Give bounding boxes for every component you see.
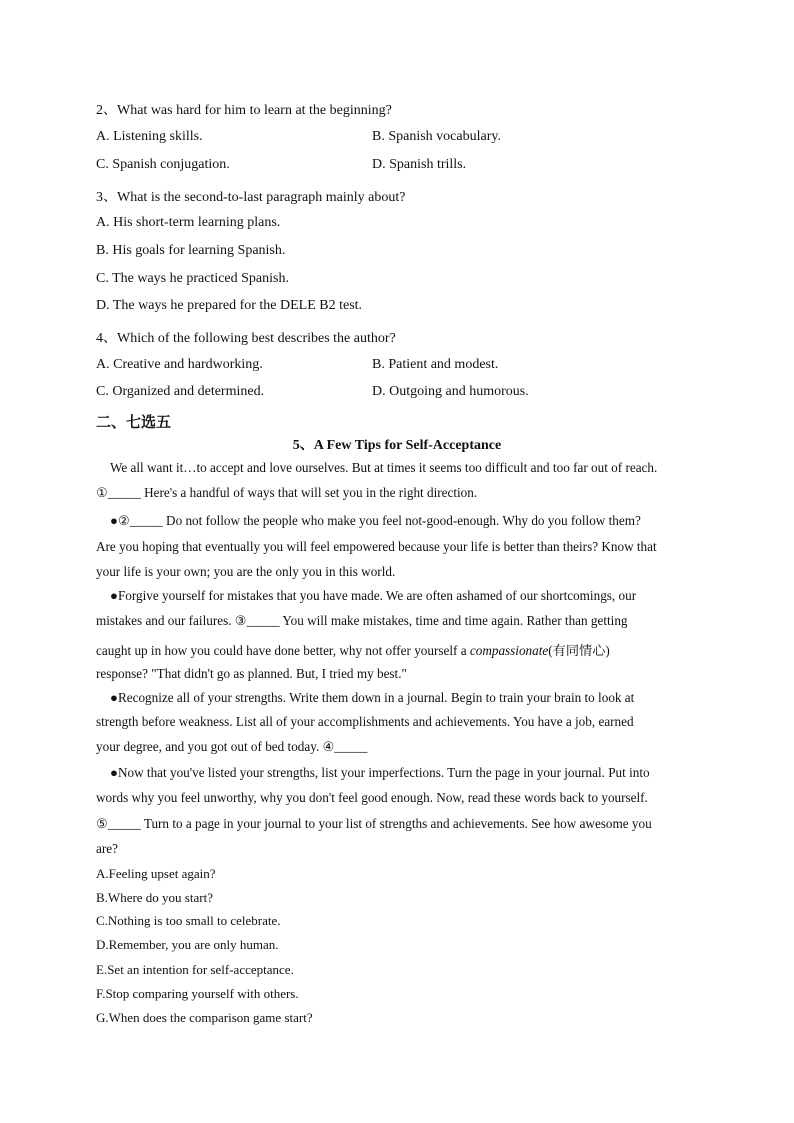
question-3-stem: 3、What is the second-to-last paragraph mainly about? (96, 190, 406, 205)
q2-option-c: C. Spanish conjugation. (96, 157, 230, 172)
q4-option-d: D. Outgoing and humorous. (372, 384, 529, 399)
passage-line: ⑤_____ Turn to a page in your journal to your list of strengths and achievements. See how awesome you (96, 816, 652, 831)
passage-line: strength before weakness. List all of your accomplishments and achievements. You have a job, earned (96, 714, 634, 729)
passage-line: ●Forgive yourself for mistakes that you have made. We are often ashamed of our shortcomings, our (110, 588, 637, 603)
q3-option-c: C. The ways he practiced Spanish. (96, 271, 289, 286)
chinese-gloss: (有同情心) (548, 643, 610, 658)
passage-line: mistakes and our failures. ③_____ You will make mistakes, time and time again. Rather than getting (96, 613, 628, 628)
passage-line: response? "That didn't go as planned. But, I tried my best." (96, 666, 407, 681)
section-heading: 二、七选五 (96, 413, 172, 431)
passage-line: your degree, and you got out of bed today. ④_____ (96, 739, 368, 754)
question-4-stem: 4、Which of the following best describes the author? (96, 331, 396, 346)
passage-title: 5、A Few Tips for Self-Acceptance (292, 438, 502, 453)
passage-line: We all want it…to accept and love ourselves. But at times it seems too difficult and too far out of reach. (110, 460, 658, 475)
passage-line: words why you feel unworthy, why you don't feel good enough. Now, read these words back to yourself. (96, 790, 648, 805)
passage-line (96, 640, 696, 659)
q4-option-b: B. Patient and modest. (372, 357, 499, 372)
passage-line: Are you hoping that eventually you will feel empowered because your life is better than theirs? Know that (96, 539, 657, 554)
passage-line: ①_____ Here's a handful of ways that will set you in the right direction. (96, 485, 478, 500)
q3-option-a: A. His short-term learning plans. (96, 215, 281, 230)
question-2-stem: 2、What was hard for him to learn at the beginning? (96, 103, 392, 118)
choice-d: D.Remember, you are only human. (96, 937, 279, 952)
choice-a: A.Feeling upset again? (96, 866, 216, 881)
choice-e: E.Set an intention for self-acceptance. (96, 962, 294, 977)
choice-c: C.Nothing is too small to celebrate. (96, 913, 281, 928)
choice-b: B.Where do you start? (96, 890, 213, 905)
q2-option-b: B. Spanish vocabulary. (372, 129, 501, 144)
passage-line: ●Now that you've listed your strengths, list your imperfections. Turn the page in your journal. Put into (110, 765, 650, 780)
q3-option-d: D. The ways he prepared for the DELE B2 test. (96, 298, 363, 313)
q2-option-a: A. Listening skills. (96, 129, 203, 144)
passage-line: are? (96, 841, 118, 856)
choice-f: F.Stop comparing yourself with others. (96, 986, 299, 1001)
passage-line: your life is your own; you are the only you in this world. (96, 564, 396, 579)
q4-option-a: A. Creative and hardworking. (96, 357, 263, 372)
q2-option-d: D. Spanish trills. (372, 157, 467, 172)
q4-option-c: C. Organized and determined. (96, 384, 265, 399)
passage-line-text: caught up in how you could have done better, why not offer yourself a (96, 643, 470, 658)
choice-g: G.When does the comparison game start? (96, 1010, 313, 1025)
italic-word: compassionate (469, 643, 549, 658)
q3-option-b: B. His goals for learning Spanish. (96, 243, 286, 258)
passage-line: ●Recognize all of your strengths. Write them down in a journal. Begin to train your brain to look at (110, 690, 635, 705)
passage-line: ●②_____ Do not follow the people who make you feel not-good-enough. Why do you follow them? (110, 513, 641, 528)
